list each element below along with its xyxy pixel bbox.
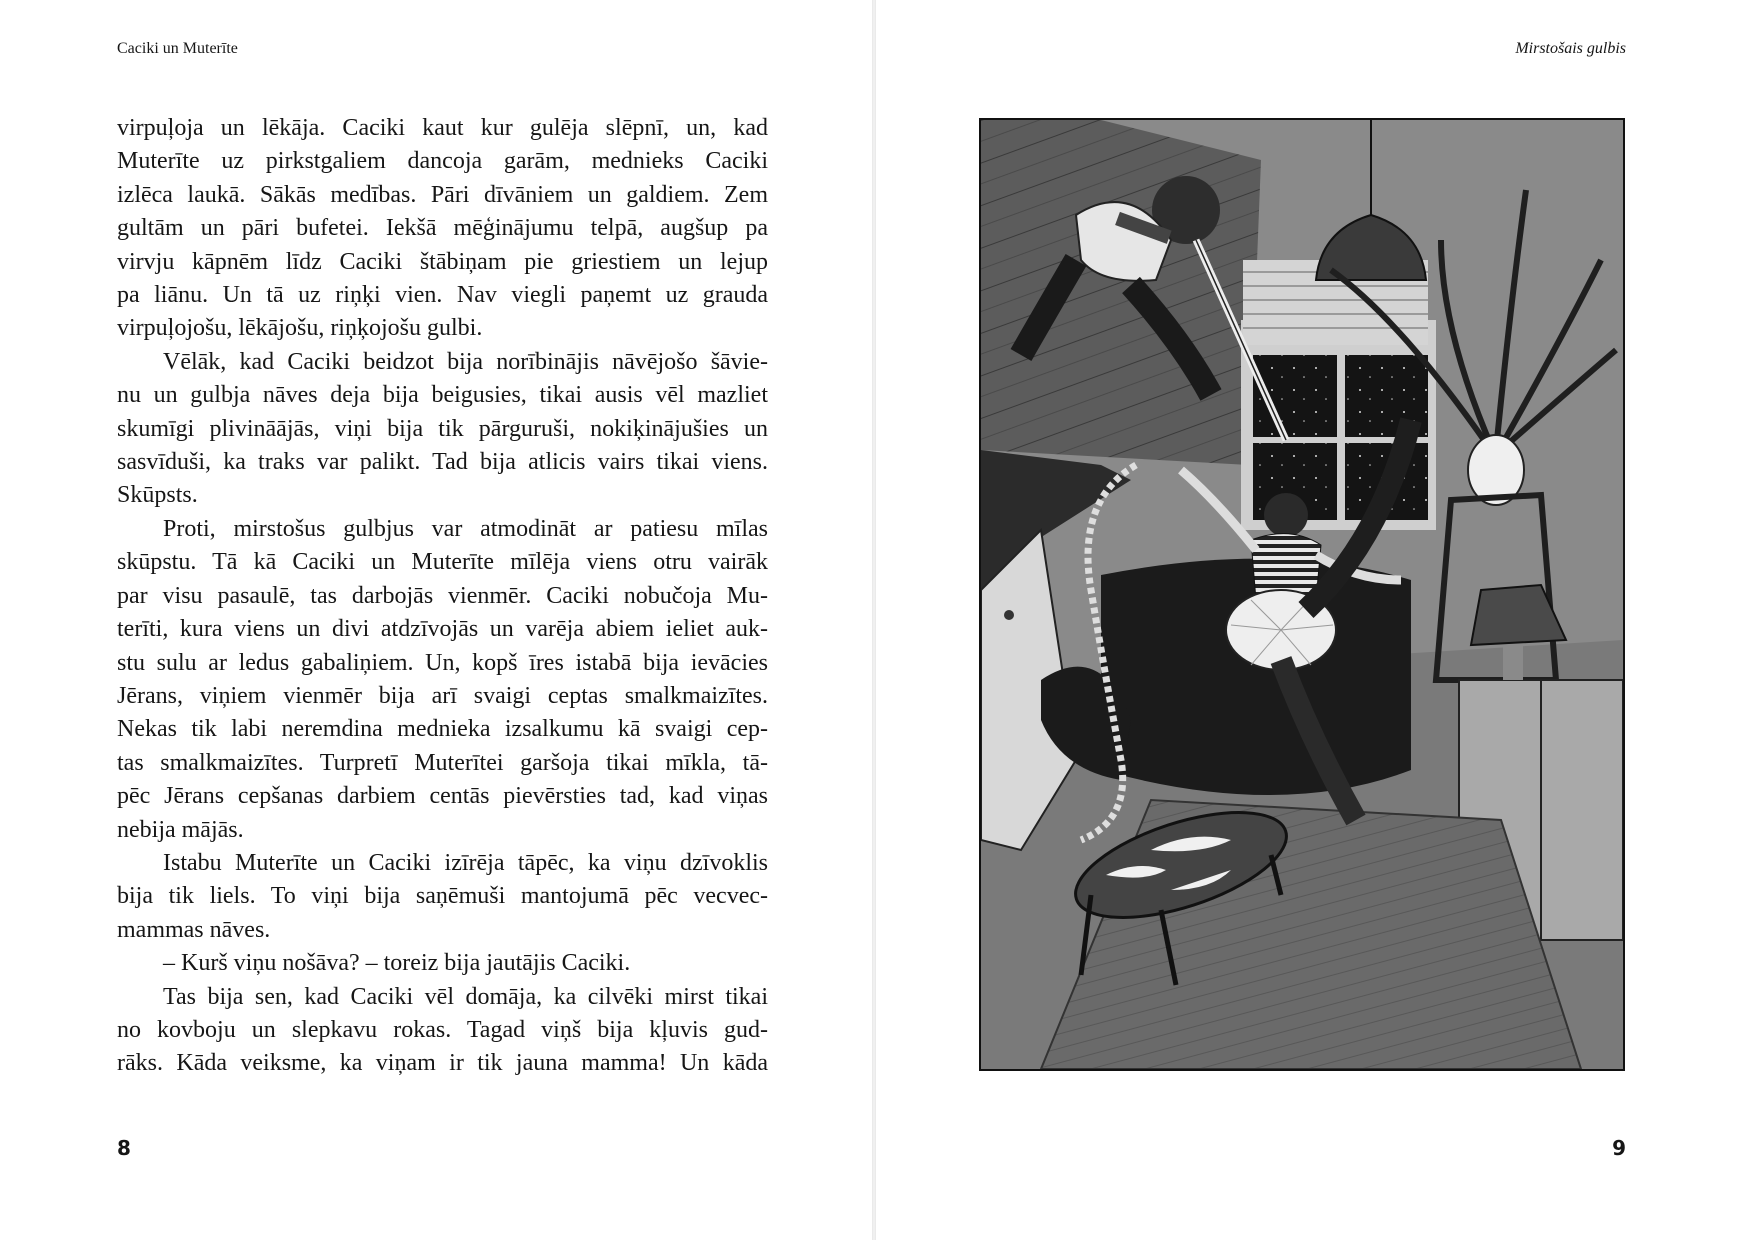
paragraph bbox=[117, 947, 768, 980]
paragraph bbox=[117, 346, 768, 513]
text-line: Tas bija sen, kad Caciki vēl domāja, ka cilvēki mirst tikai bbox=[163, 983, 768, 1010]
text-line: virvju kāpnēm līdz Caciki štābiņam pie griestiem un lejup bbox=[117, 248, 768, 275]
body-text bbox=[117, 112, 768, 1081]
text-line: skūpstu. Tā kā Caciki un Muterīte mīlēja viens otru vairāk bbox=[117, 549, 768, 576]
illustration-drawing bbox=[981, 120, 1623, 1069]
right-page bbox=[876, 0, 1748, 1240]
text-line: Muterīte uz pirkstgaliem dancoja garām, mednieks Caciki bbox=[117, 148, 768, 175]
text-line: skumīgi plivināājās, viņi bija tik pārguruši, nokiķinājušies un bbox=[117, 415, 768, 442]
page-number-left: 8 bbox=[117, 1136, 131, 1160]
paragraph bbox=[117, 847, 768, 947]
text-line: izlēca laukā. Sākās medības. Pāri dīvāniem un galdiem. Zem bbox=[117, 181, 768, 208]
text-line: Skūpsts. bbox=[117, 482, 198, 509]
text-line: no kovboju un slepkavu rokas. Tagad viņš bija kļuvis gud- bbox=[117, 1016, 768, 1043]
paragraph bbox=[117, 513, 768, 847]
left-page bbox=[0, 0, 872, 1240]
text-line: pēc Jērans cepšanas darbiem centās pievērsties tad, kad viņas bbox=[117, 783, 768, 810]
text-line: sasvīduši, ka traks var palikt. Tad bija atlicis vairs tikai viens. bbox=[117, 449, 768, 476]
text-line: terīti, kura viens un divi atdzīvojās un varēja abiem ieliet auk- bbox=[117, 616, 768, 643]
text-line: nu un gulbja nāves deja bija beigusies, tikai ausis vēl mazliet bbox=[117, 382, 768, 409]
text-line: Istabu Muterīte un Caciki izīrēja tāpēc, ka viņu dzīvoklis bbox=[163, 849, 768, 876]
running-header-right: Mirstošais gulbis bbox=[1515, 40, 1626, 57]
text-line: stu sulu ar ledus gabaliņiem. Un, kopš īres istabā bija ievācies bbox=[117, 649, 768, 676]
illustration-dying-swan bbox=[979, 118, 1625, 1071]
text-line: par visu pasaulē, tas darbojās vienmēr. Caciki nobučoja Mu- bbox=[117, 582, 768, 609]
text-line: Proti, mirstošus gulbjus var atmodināt ar patiesu mīlas bbox=[163, 515, 768, 542]
text-line: rāks. Kāda veiksme, ka viņam ir tik jauna mamma! Un kāda bbox=[117, 1050, 768, 1077]
text-line: Jērans, viņiem vienmēr bija arī svaigi ceptas smalkmaizītes. bbox=[117, 682, 768, 709]
paragraph bbox=[117, 981, 768, 1081]
text-line: gultām un pāri bufetei. Iekšā mēģinājumu telpā, augšup pa bbox=[117, 215, 768, 242]
text-line: nebija mājās. bbox=[117, 816, 244, 843]
text-line: Nekas tik labi neremdina mednieka izsalkumu kā svaigi cep- bbox=[117, 716, 768, 743]
paragraph bbox=[117, 112, 768, 346]
running-header-left: Caciki un Muterīte bbox=[117, 40, 238, 57]
page-number-right: 9 bbox=[1612, 1136, 1626, 1160]
text-line: virpuļoja un lēkāja. Caciki kaut kur gulēja slēpnī, un, kad bbox=[117, 115, 768, 141]
text-line: bija tik liels. To viņi bija saņēmuši mantojumā pēc vecvec- bbox=[117, 883, 768, 910]
text-line: – Kurš viņu nošāva? – toreiz bija jautājis Caciki. bbox=[163, 950, 631, 977]
text-line: tas smalkmaizītes. Turpretī Muterītei garšoja tikai mīkla, tā- bbox=[117, 749, 768, 776]
text-line: pa liānu. Un tā uz riņķi vien. Nav viegli paņemt uz grauda bbox=[117, 282, 768, 309]
text-line: virpuļojošu, lēkājošu, riņķojošu gulbi. bbox=[117, 315, 483, 342]
text-line: mammas nāves. bbox=[117, 916, 271, 943]
text-line: Vēlāk, kad Caciki beidzot bija norībinājis nāvējošo šāvie- bbox=[163, 348, 768, 375]
